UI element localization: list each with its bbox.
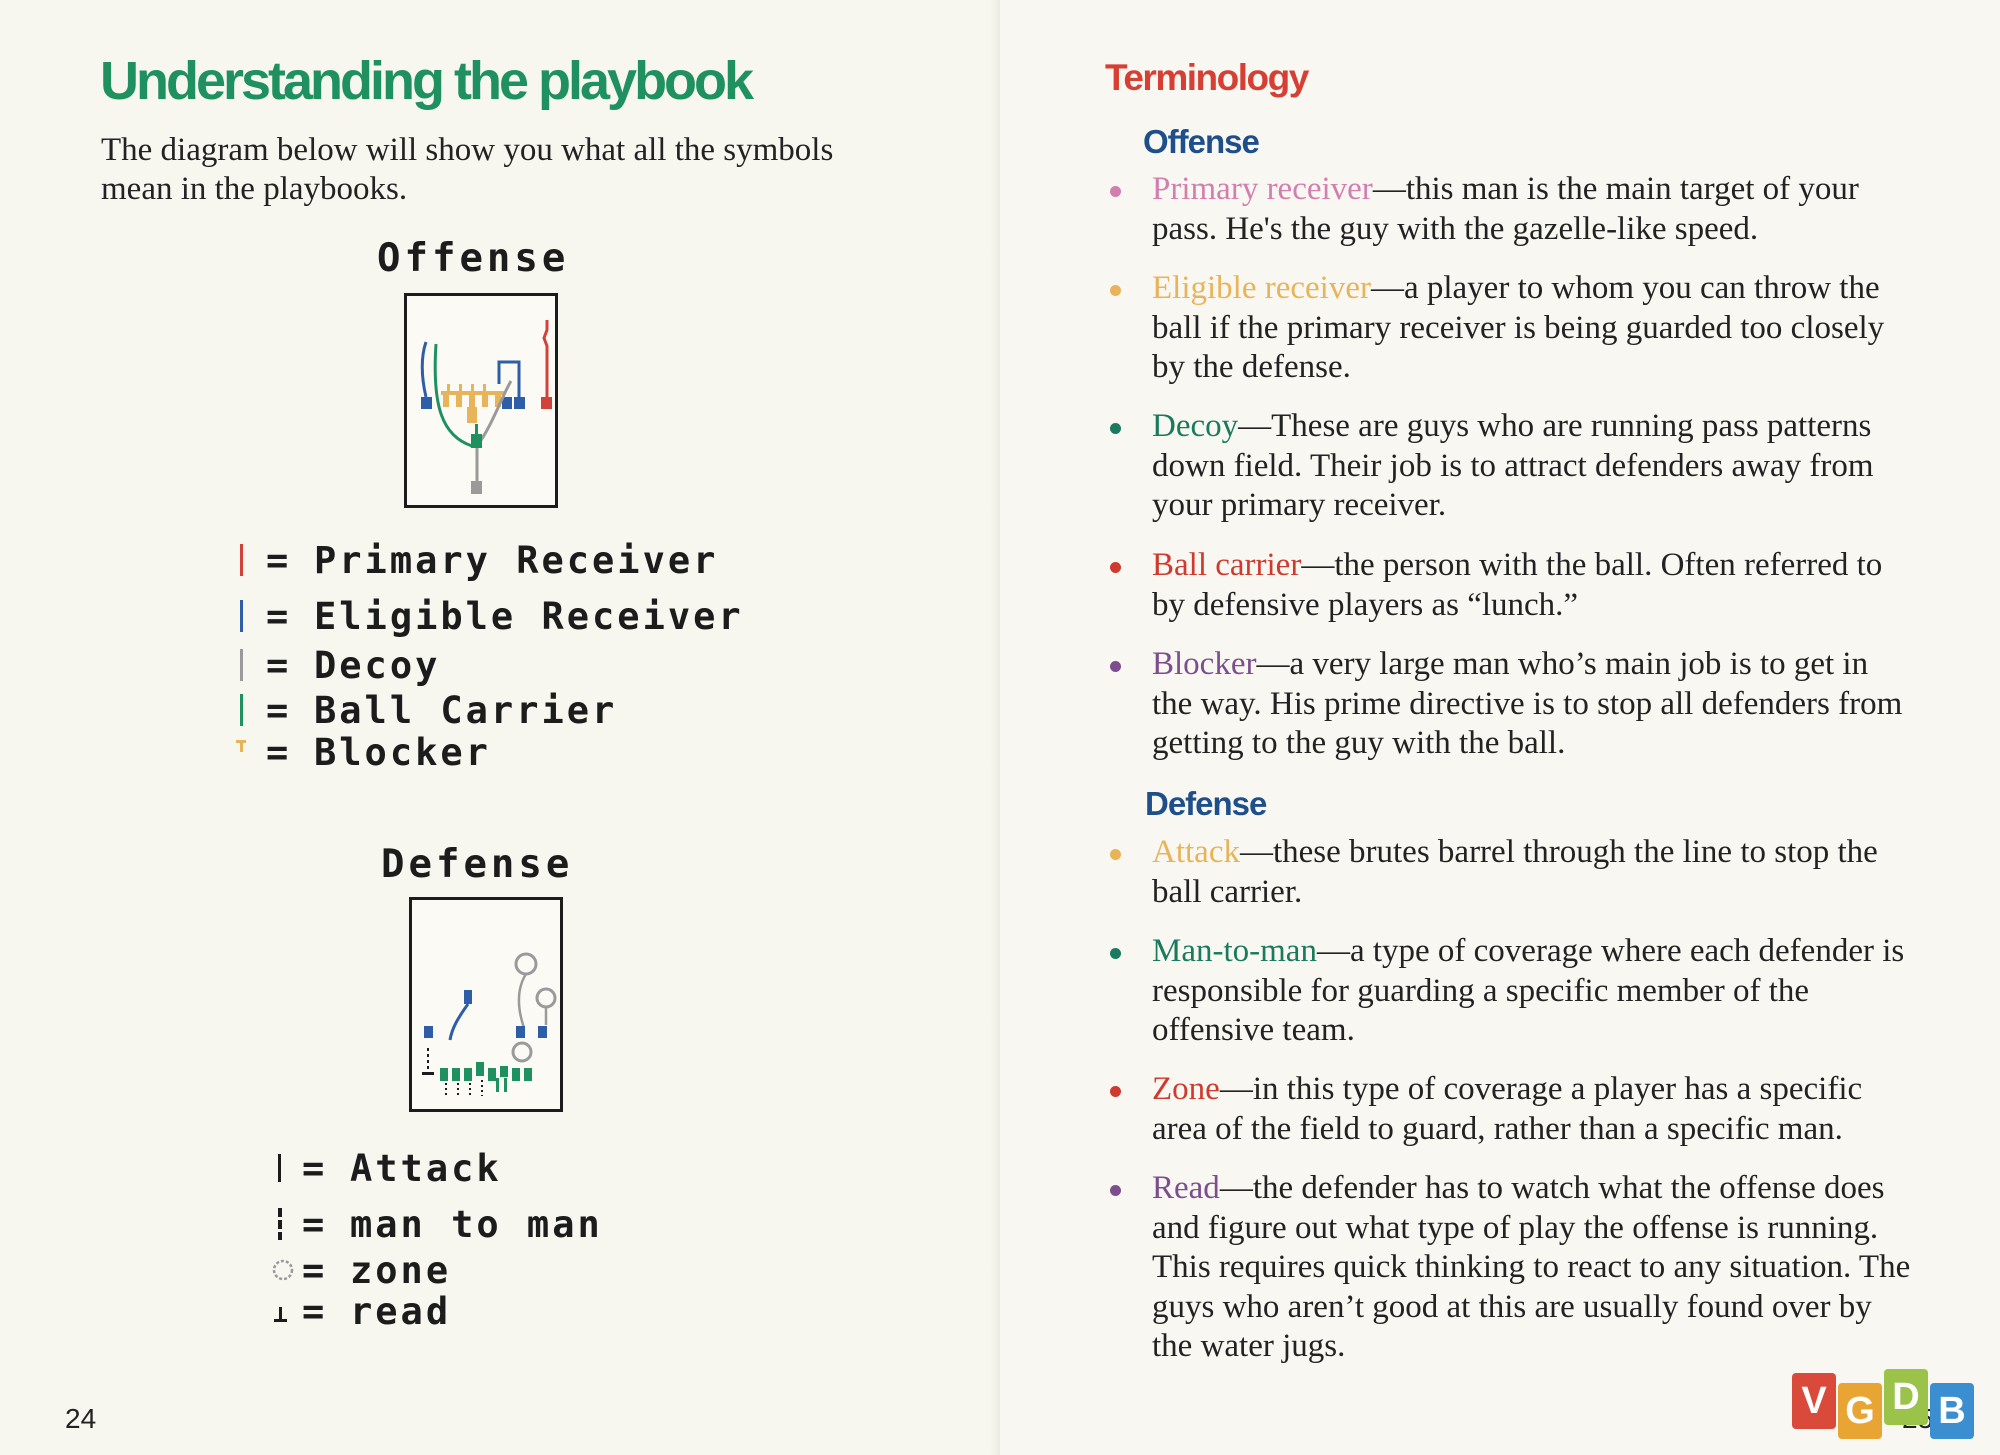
read-icon (272, 1293, 290, 1329)
term-definition: —the defender has to watch what the offense does and figure out what type of play the offense is running. This requires quick thinking to react to any situation. The guys who aren’t good at this are usually found over by the water jugs. (1152, 1170, 1911, 1364)
term-definition: —these brutes barrel through the line to stop the ball carrier. (1152, 834, 1878, 910)
term-definition: —in this type of coverage a player has a specific area of the field to guard, rather than a specific man. (1152, 1071, 1863, 1147)
term-definition: —a very large man who’s main job is to get in the way. His prime directive is to stop all defenders from getting to the guy with the ball. (1152, 646, 1903, 761)
logo-tile: G (1838, 1383, 1882, 1439)
defense-section-title: Defense (1145, 785, 1267, 822)
term-definition: —the person with the ball. Often referred to by defensive players as “lunch.” (1152, 547, 1883, 623)
offense-legend-item: = Eligible Receiver (236, 594, 744, 638)
defense-legend-item: = Attack (272, 1146, 502, 1190)
attack-icon (272, 1150, 290, 1186)
offense-legend-item: = Ball Carrier (236, 688, 617, 732)
offense-legend-item: = Blocker (236, 730, 491, 774)
offense-legend-item: = Decoy (236, 643, 440, 687)
term-definition: —These are guys who are running pass patterns down field. Their job is to attract defenders away from your primary receiver. (1152, 408, 1874, 523)
term-definition: —a type of coverage where each defender is responsible for guarding a specific member of the offensive team. (1152, 933, 1905, 1048)
term-label: Decoy (1152, 408, 1239, 444)
page-number-left: 24 (65, 1403, 97, 1434)
bullet-icon (1110, 562, 1121, 573)
bullet-icon (1110, 849, 1121, 860)
bullet-icon (1110, 423, 1121, 434)
offense-section-title: Offense (1143, 123, 1259, 160)
term-label: Ball carrier (1152, 547, 1302, 583)
term-label: Attack (1152, 834, 1240, 870)
primary-receiver-icon (236, 542, 254, 578)
offense-legend-item: = Primary Receiver (236, 538, 718, 582)
bullet-icon (1110, 1086, 1121, 1097)
bullet-icon (1110, 1185, 1121, 1196)
defense-play-diagram (409, 897, 563, 1112)
terminology-title: Terminology (1105, 57, 1308, 98)
bullet-icon (1110, 186, 1121, 197)
offense-play-figure (407, 296, 555, 505)
term-label: Eligible receiver (1152, 270, 1371, 306)
term-label: Primary receiver (1152, 171, 1373, 207)
decoy-icon (236, 647, 254, 683)
offense-diagram-heading: Offense (377, 236, 570, 281)
logo-tile: D (1884, 1369, 1928, 1425)
defense-legend-item: = read (272, 1289, 451, 1333)
ball-carrier-icon (236, 692, 254, 728)
defense-diagram-heading: Defense (381, 842, 574, 887)
term-definition: —a player to whom you can throw the ball if the primary receiver is being guarded too closely by the defense. (1152, 270, 1885, 385)
term-definition: —this man is the main target of your pass. He's the guy with the gazelle-like speed. (1152, 171, 1859, 247)
zone-icon (272, 1252, 290, 1288)
vgdb-watermark-logo (1792, 1369, 1992, 1447)
blocker-icon (236, 734, 254, 770)
eligible-receiver-icon (236, 598, 254, 634)
blocker-line (441, 384, 505, 423)
term-label: Man-to-man (1152, 933, 1317, 969)
page-title: Understanding the playbook (100, 51, 752, 111)
defense-play-figure (412, 900, 560, 1109)
term-label: Read (1152, 1170, 1220, 1206)
bullet-icon (1110, 285, 1121, 296)
logo-tile: V (1792, 1373, 1836, 1429)
bullet-icon (1110, 948, 1121, 959)
primary-receiver-route (544, 320, 547, 397)
logo-tile: B (1930, 1383, 1974, 1439)
defense-legend-item: = man to man (272, 1202, 603, 1246)
defense-legend-item: = zone (272, 1248, 451, 1292)
bullet-icon (1110, 661, 1121, 672)
term-label: Blocker (1152, 646, 1257, 682)
term-label: Zone (1152, 1071, 1220, 1107)
offense-play-diagram (404, 293, 558, 508)
man-to-man-icon (272, 1206, 290, 1242)
intro-text: The diagram below will show you what all the symbols mean in the playbooks. (101, 132, 834, 207)
